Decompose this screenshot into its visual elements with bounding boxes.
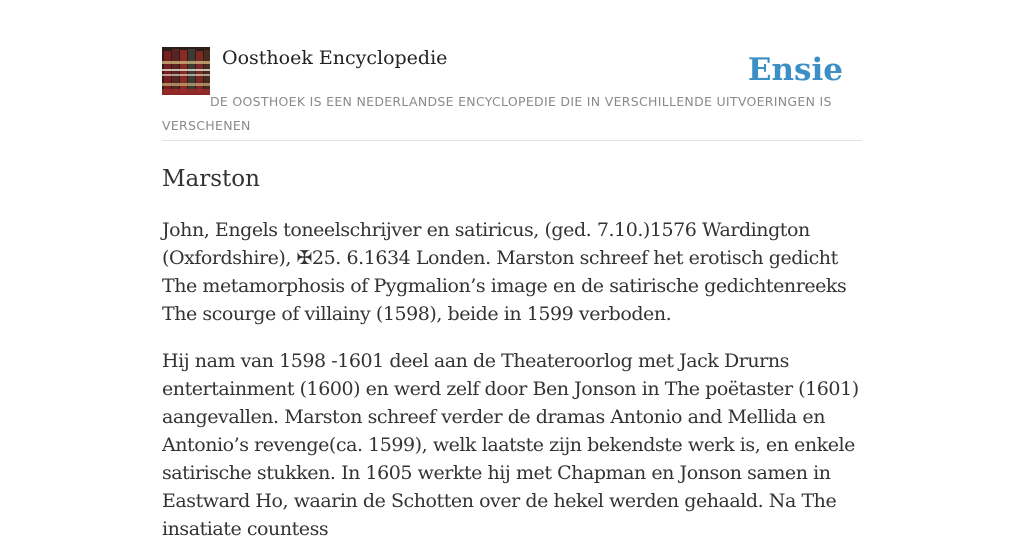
brand-logo[interactable]: Ensie <box>747 52 843 88</box>
article-paragraph: John, Engels toneelschrijver en satiricus, (ged. 7.10.)1576 Wardington (Oxfordshire), ✠25. 6.1634 Londen. Marston schreef het erotisch gedicht The metamorphosis of Pygmalion’s image en de satirische gedichtenreeks The scourge of villainy (1598), beide in 1599 verboden. <box>162 219 847 325</box>
site-title[interactable]: Oosthoek Encyclopedie <box>222 47 448 69</box>
article <box>162 162 862 543</box>
site-tagline: DE OOSTHOEK IS EEN NEDERLANDSE ENCYCLOPEDIE DIE IN VERSCHILLENDE UITVOERINGEN IS VERSCHENEN <box>162 94 832 133</box>
article-paragraph: Hij nam van 1598 -1601 deel aan de Theateroorlog met Jack Drurns entertainment (1600) en werd zelf door Ben Jonson in The poëtaster (1601) aangevallen. Marston schreef verder de dramas Antonio and Mellida en Antonio’s revenge(ca. 1599), welk laatste zijn bekendste werk is, en enkele satirische stukken. In 1605 werkte hij met Chapman en Jonson samen in Eastward Ho, waarin de Schotten over de hekel werden gehaald. Na The insatiate countess <box>162 350 859 540</box>
book-spines-icon[interactable] <box>162 47 210 95</box>
site-header <box>162 46 862 141</box>
article-title: Marston <box>162 166 260 192</box>
